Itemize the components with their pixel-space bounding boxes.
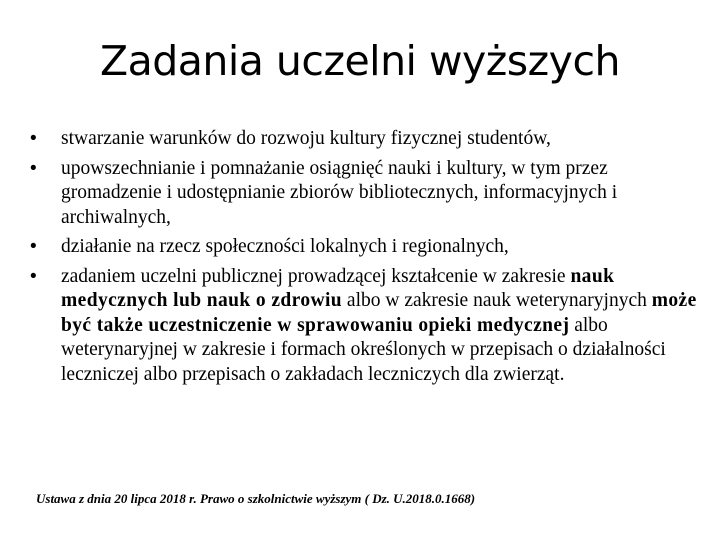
source-citation: Ustawa z dnia 20 lipca 2018 r. Prawo o szkolnictwie wyższym ( Dz. U.2018.0.1668) bbox=[36, 491, 476, 506]
bullet-text bbox=[61, 266, 697, 385]
bullet-text-segment: zadaniem uczelni publicznej prowadzącej kształcenie w zakresie bbox=[61, 265, 571, 287]
bullet-text-segment: albo w zakresie nauk weterynaryjnych bbox=[342, 290, 652, 311]
bullet-item bbox=[30, 157, 708, 231]
bold-emphasis-text: nauk medycznych lub nauk o zdrowiu bbox=[61, 265, 615, 311]
bullet-list bbox=[30, 127, 708, 392]
bullet-text: stwarzanie warunków do rozwoju kultury fizycznej studentów, bbox=[61, 128, 551, 149]
bold-emphasis-text: może być także uczestniczenie w sprawowaniu opieki medycznej bbox=[61, 290, 697, 336]
bullet-item bbox=[30, 235, 708, 260]
bullet-icon: • bbox=[30, 236, 37, 257]
bullet-item bbox=[30, 265, 708, 388]
bullet-item bbox=[30, 127, 708, 152]
bullet-text: działanie na rzecz społeczności lokalnych i regionalnych, bbox=[61, 236, 509, 257]
bullet-icon: • bbox=[30, 265, 37, 287]
bullet-text: upowszechnianie i pomnażanie osiągnięć nauki i kultury, w tym przez gromadzenie i udostępnianie zbiorów bibliotecznych, informacyjnych i archiwalnych, bbox=[61, 157, 618, 228]
bullet-icon: • bbox=[30, 157, 37, 179]
slide-title: Zadania uczelni wyższych bbox=[100, 37, 620, 85]
bullet-text-segment: albo weterynaryjnej w zakresie i formach określonych w przepisach o działalności leczniczej albo przepisach o zakładach leczniczych dla zwierząt. bbox=[61, 314, 666, 385]
bullet-icon: • bbox=[30, 128, 37, 149]
